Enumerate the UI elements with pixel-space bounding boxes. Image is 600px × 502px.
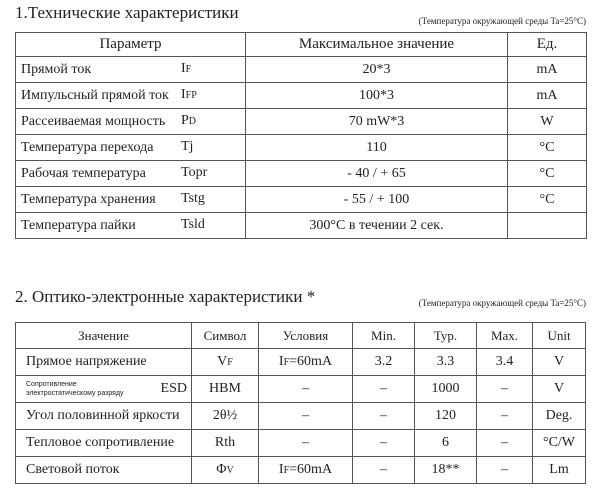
param-label: Температура пайки (21, 217, 136, 233)
header-cell: Typ. (415, 323, 477, 349)
symbol-main: 2θ½ (212, 408, 238, 423)
symbol-main: V (217, 354, 228, 369)
symbol-main: I (181, 61, 186, 76)
symbol-subscript: FP (185, 90, 197, 101)
max-cell: 3.4 (477, 349, 533, 376)
symbol-subscript: F (185, 64, 192, 75)
param-cell (16, 403, 192, 430)
table-header-row (16, 323, 586, 349)
param-label: Тепловое сопротивление (26, 435, 175, 450)
section1-note: (Температура окружающей среды Ta=25°C) (418, 16, 586, 26)
unit-cell (508, 213, 587, 239)
condition-cell (259, 349, 353, 376)
table-row (16, 187, 587, 213)
condition-cell (259, 457, 353, 484)
header-cell: Unit (533, 323, 586, 349)
cond-subscript: F (283, 465, 290, 476)
param-label: Угол половинной яркости (26, 408, 180, 423)
symbol-main: I (181, 87, 186, 102)
unit-cell: V (533, 349, 586, 376)
unit-cell: °C (508, 161, 587, 187)
value-cell: 100*3 (246, 83, 508, 109)
symbol (181, 113, 196, 129)
symbol-cell (192, 349, 259, 376)
param-cell (16, 83, 246, 109)
param-cell (16, 57, 246, 83)
typ-cell: 18** (415, 457, 477, 484)
param-cell (16, 187, 246, 213)
max-cell: – (477, 457, 533, 484)
param-cell (16, 213, 246, 239)
section1-title: 1.Технические характеристики (15, 3, 239, 22)
section2-title: 2. Оптико-электронные характеристики * (15, 287, 316, 306)
param-cell (16, 457, 192, 484)
param-cell (16, 161, 246, 187)
value-cell: 110 (246, 135, 508, 161)
symbol-main: Topr (181, 165, 208, 180)
unit-cell: Deg. (533, 403, 586, 430)
symbol (181, 191, 205, 207)
header-cell: Min. (353, 323, 415, 349)
param-cell (16, 135, 246, 161)
param-cell (16, 430, 192, 457)
table-row (16, 109, 587, 135)
param-label: Рассеиваемая мощность (21, 113, 166, 129)
table-row (16, 376, 586, 403)
param-label: Прямое напряжение (26, 354, 147, 369)
typ-cell: 1000 (415, 376, 477, 403)
symbol-main: Tsld (181, 217, 205, 232)
typ-cell: 120 (415, 403, 477, 430)
symbol-main: P (181, 113, 189, 128)
max-cell: – (477, 430, 533, 457)
param-line: Сопротивление (26, 381, 77, 388)
cond-rest: =60mA (289, 462, 333, 477)
typ-cell: 3.3 (415, 349, 477, 376)
symbol-main: HBM (209, 381, 241, 396)
param-label: Импульсный прямой ток (21, 87, 169, 103)
param-label (26, 380, 124, 398)
symbol (181, 61, 191, 77)
section2-note: (Температура окружающей среды Ta=25°C) (418, 298, 586, 308)
unit-cell: mA (508, 83, 587, 109)
symbol (181, 165, 207, 181)
value-cell: - 55 / + 100 (246, 187, 508, 213)
symbol-cell (192, 457, 259, 484)
cond-rest: =60mA (289, 354, 333, 369)
header-cell: Максимальное значение (246, 33, 508, 57)
optoelectronic-characteristics-table (15, 322, 586, 484)
table-row (16, 161, 587, 187)
table-row (16, 135, 587, 161)
condition-cell (259, 403, 353, 430)
cond-value: – (302, 381, 309, 396)
cond-subscript: F (283, 357, 290, 368)
table-row (16, 457, 586, 484)
symbol-subscript: F (227, 357, 233, 368)
value-cell: 20*3 (246, 57, 508, 83)
symbol-subscript: V (226, 465, 234, 476)
table-row (16, 83, 587, 109)
esd-label: ESD (160, 381, 187, 396)
symbol-main: Φ (216, 462, 227, 477)
condition-cell (259, 430, 353, 457)
table-row (16, 57, 587, 83)
min-cell: – (353, 457, 415, 484)
param-label: Световой поток (26, 462, 120, 477)
param-label: Прямой ток (21, 61, 92, 77)
unit-cell: °C (508, 135, 587, 161)
min-cell: 3.2 (353, 349, 415, 376)
symbol (181, 217, 205, 233)
symbol (181, 139, 193, 155)
header-cell: Ед. (508, 33, 587, 57)
value-cell: 300°C в течении 2 сек. (246, 213, 508, 239)
header-cell: Max. (477, 323, 533, 349)
value-cell: 70 mW*3 (246, 109, 508, 135)
cond-value: – (302, 435, 309, 450)
min-cell: – (353, 376, 415, 403)
unit-cell: V (533, 376, 586, 403)
header-cell: Условия (259, 323, 353, 349)
symbol-cell (192, 403, 259, 430)
param-line: электростатическому разряду (26, 390, 124, 397)
unit-cell: mA (508, 57, 587, 83)
symbol-subscript: D (188, 116, 197, 127)
condition-cell (259, 376, 353, 403)
unit-cell: W (508, 109, 587, 135)
table-row (16, 349, 586, 376)
symbol-main: Tj (181, 139, 194, 154)
param-label: Температура перехода (21, 139, 154, 155)
min-cell: – (353, 403, 415, 430)
param-cell (16, 376, 192, 403)
table-header-row (16, 33, 587, 57)
table-row (16, 403, 586, 430)
param-cell (16, 349, 192, 376)
symbol (181, 87, 197, 103)
table-row (16, 213, 587, 239)
symbol-cell (192, 430, 259, 457)
header-cell: Значение (16, 323, 192, 349)
value-cell: - 40 / + 65 (246, 161, 508, 187)
min-cell: – (353, 430, 415, 457)
max-cell: – (477, 376, 533, 403)
unit-cell: °C (508, 187, 587, 213)
param-cell (16, 109, 246, 135)
cond-main: I (278, 462, 284, 477)
cond-value: – (302, 408, 309, 423)
param-label: Температура хранения (21, 191, 156, 207)
symbol-main: Tstg (181, 191, 205, 206)
header-cell: Символ (192, 323, 259, 349)
technical-characteristics-table (15, 32, 587, 239)
cond-main: I (278, 354, 284, 369)
unit-cell: Lm (533, 457, 586, 484)
symbol-cell (192, 376, 259, 403)
unit-cell: °C/W (533, 430, 586, 457)
param-label: Рабочая температура (21, 165, 146, 181)
max-cell: – (477, 403, 533, 430)
typ-cell: 6 (415, 430, 477, 457)
header-cell: Параметр (16, 33, 246, 57)
table-row (16, 430, 586, 457)
symbol-main: Rth (214, 435, 236, 450)
